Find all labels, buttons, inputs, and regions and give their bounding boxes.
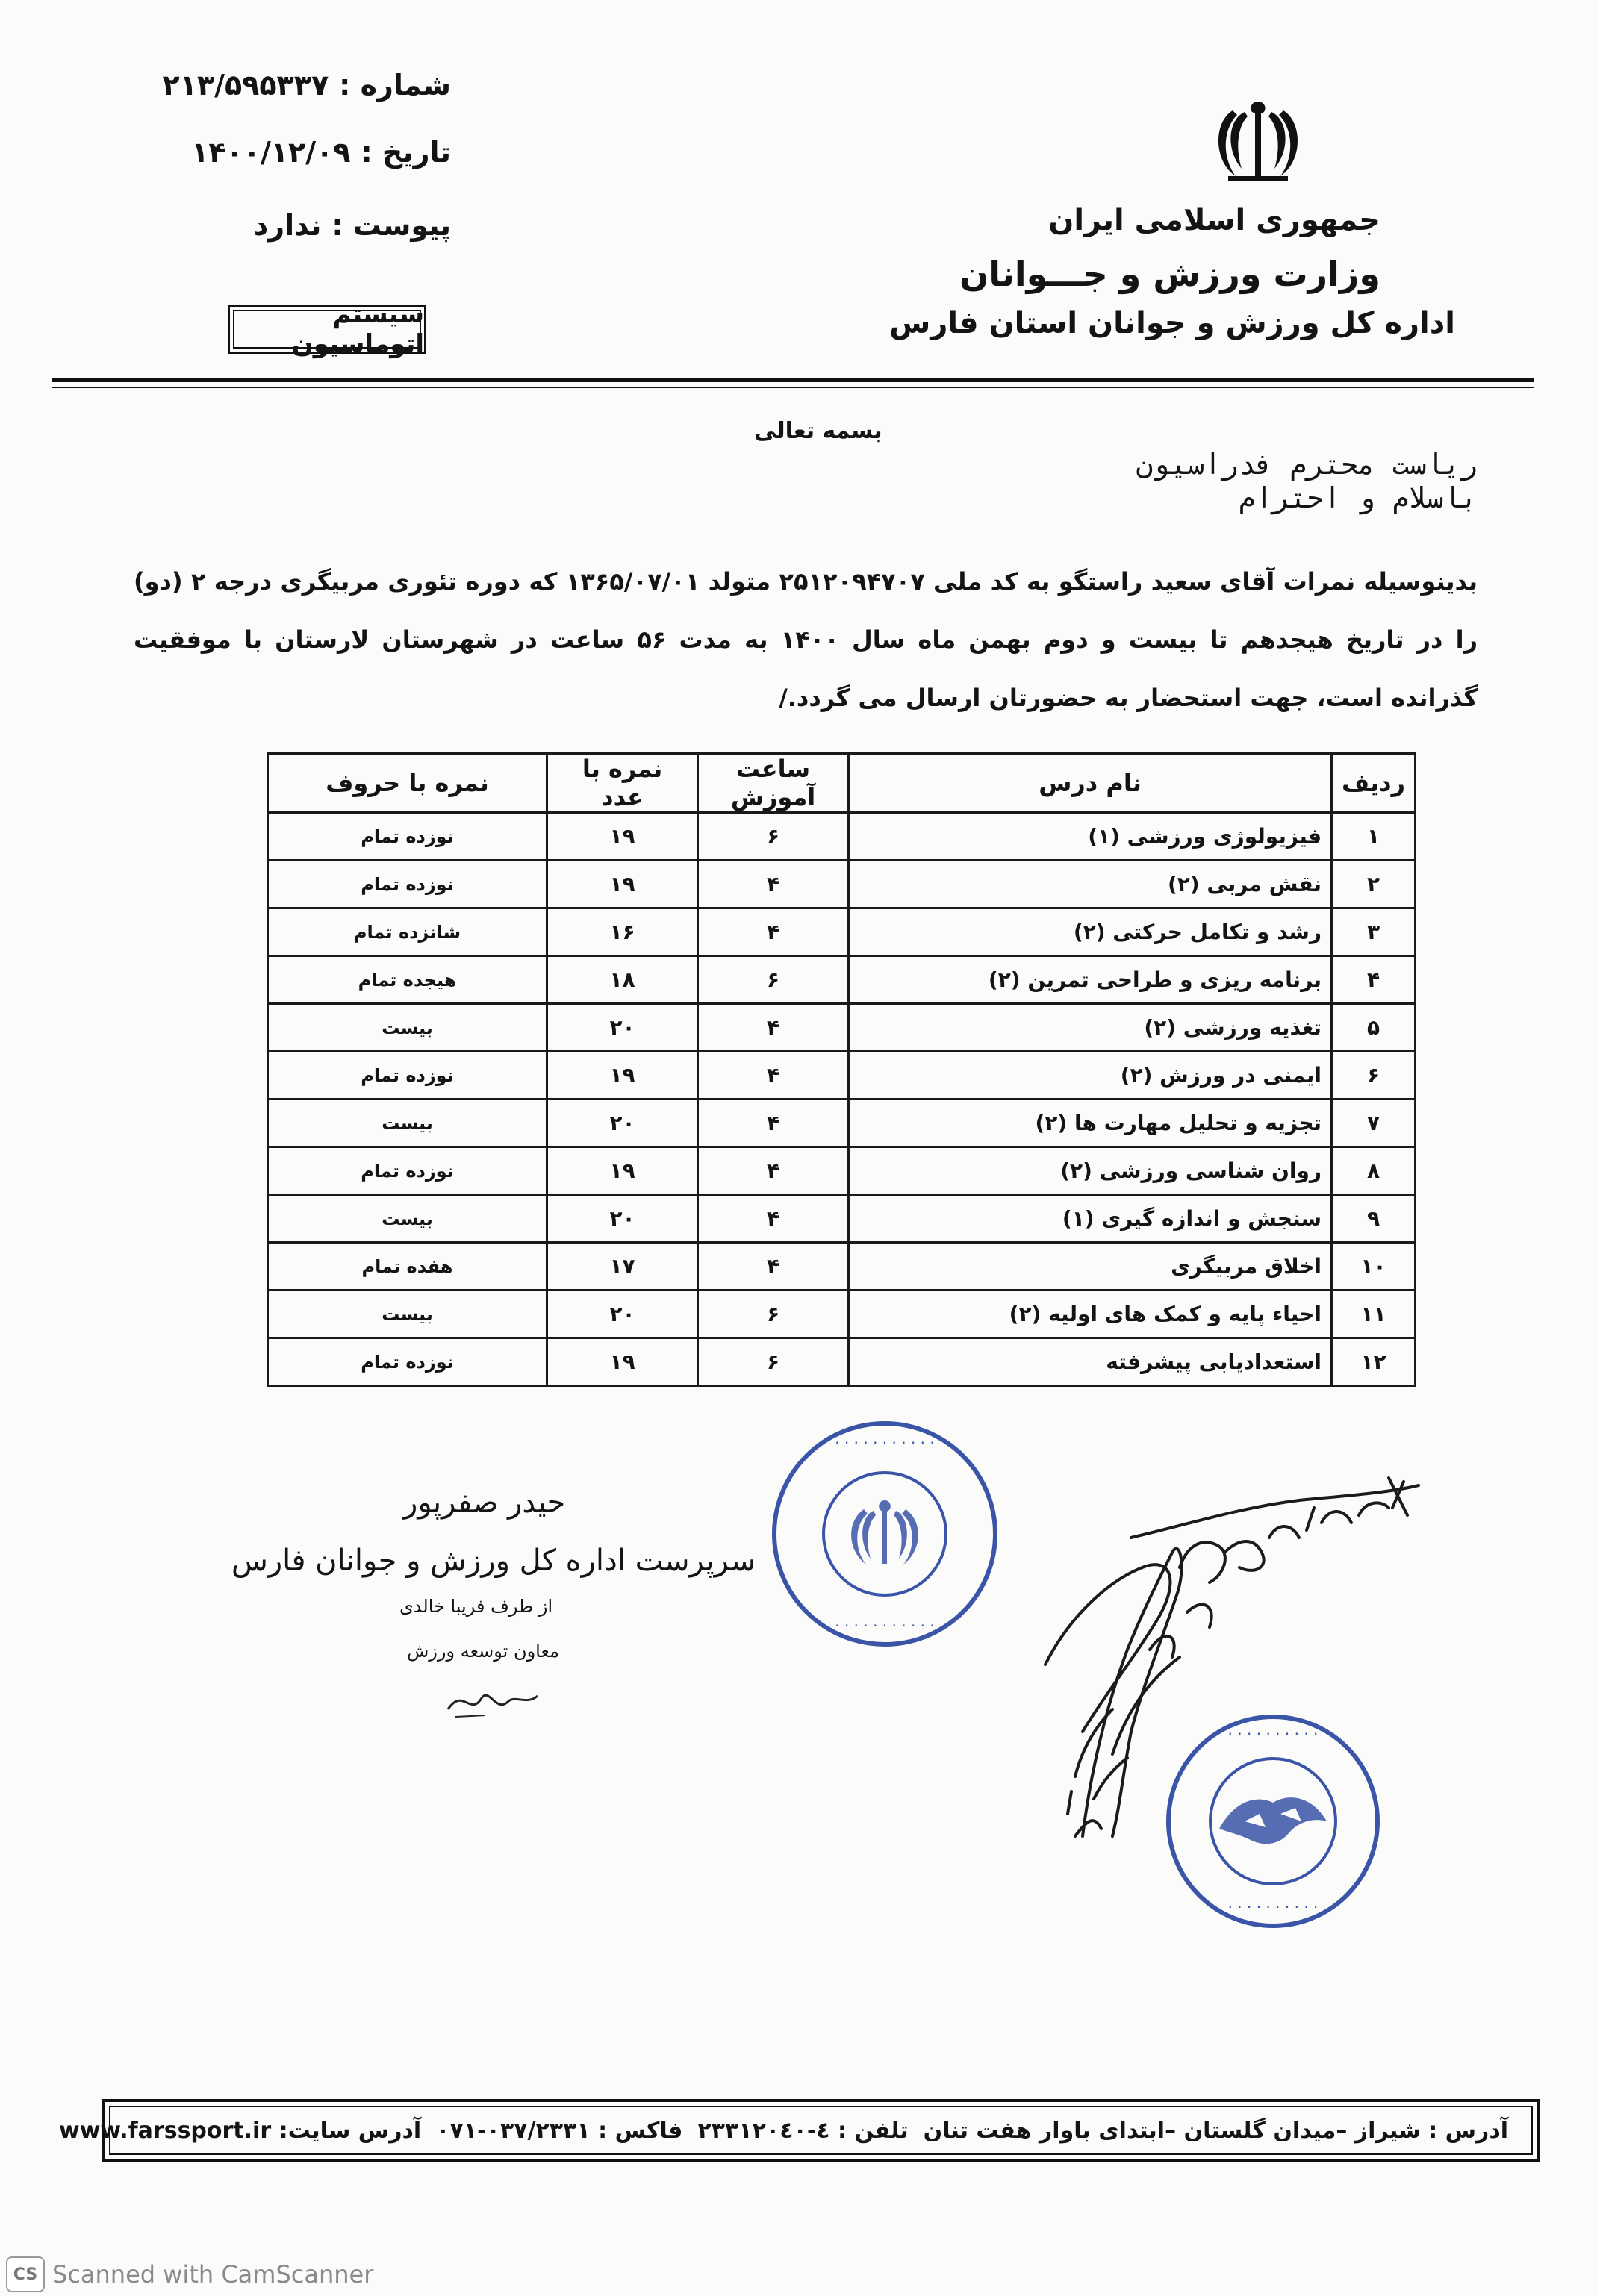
- footer-phone: تلفن : ٤-۲۳۳۱۲۰٤۰: [697, 2117, 909, 2144]
- grade-words: هیجده تمام: [268, 956, 547, 1004]
- letter-date: [191, 136, 451, 169]
- svg-text:· · · · · · · · · · ·: · · · · · · · · · · ·: [835, 1434, 935, 1452]
- number-value: ۲۱۳/۵۹۵۳۳۷: [162, 69, 329, 102]
- iran-emblem-icon: [1206, 97, 1310, 187]
- footer-address: آدرس : شیراز –میدان گلستان –ابتدای باوار هفت تنان: [923, 2117, 1508, 2144]
- footer-fax: فاکس : ۰۳۷/۲۳۳۱-۰۷۱: [436, 2117, 683, 2144]
- course-name: برنامه ریزی و طراحی تمرین (۲): [849, 956, 1332, 1004]
- gov-line-office: اداره کل ورزش و جوانان استان فارس: [889, 306, 1455, 340]
- course-name: اخلاق مربیگری: [849, 1243, 1332, 1291]
- course-name: فیزیولوژی ورزشی (۱): [849, 813, 1332, 861]
- course-hours: ۶: [698, 813, 849, 861]
- grade-words: نوزده تمام: [268, 861, 547, 908]
- grade-number: ۱۷: [547, 1243, 698, 1291]
- course-name: تغذیه ورزشی (۲): [849, 1004, 1332, 1052]
- course-name: سنجش و اندازه گیری (۱): [849, 1195, 1332, 1243]
- table-row: [268, 1338, 1416, 1386]
- course-name: استعدادیابی پیشرفته: [849, 1338, 1332, 1386]
- row-index: ۹: [1332, 1195, 1416, 1243]
- header-divider-thin: [52, 387, 1534, 388]
- table-row: [268, 813, 1416, 861]
- bismillah: بسمه تعالی: [754, 418, 882, 444]
- grade-words: بیست: [268, 1291, 547, 1338]
- grade-number: ۲۰: [547, 1099, 698, 1147]
- course-name: تجزیه و تحلیل مهارت ها (۲): [849, 1099, 1332, 1147]
- grade-words: نوزده تمام: [268, 1052, 547, 1099]
- table-row: [268, 861, 1416, 908]
- svg-text:· · · · · · · · · ·: · · · · · · · · · ·: [1227, 1725, 1319, 1743]
- svg-text:· · · · · · · · · · ·: · · · · · · · · · · ·: [835, 1617, 935, 1635]
- course-name: نقش مربی (۲): [849, 861, 1332, 908]
- greeting: باسلام و احترام: [1238, 481, 1478, 514]
- table-header-row: [268, 754, 1416, 813]
- table-row: [268, 1291, 1416, 1338]
- table-row: [268, 1052, 1416, 1099]
- course-hours: ۴: [698, 1052, 849, 1099]
- camscanner-logo-icon: CS: [6, 2256, 45, 2292]
- signer-title: سرپرست اداره کل ورزش و جوانان فارس: [231, 1544, 756, 1578]
- row-index: ۱: [1332, 813, 1416, 861]
- row-index: ۴: [1332, 956, 1416, 1004]
- grade-words: نوزده تمام: [268, 813, 547, 861]
- signer-name: حیدر صفرپور: [403, 1485, 566, 1520]
- grade-number: ۲۰: [547, 1004, 698, 1052]
- grade-number: ۲۰: [547, 1195, 698, 1243]
- table-row: [268, 1004, 1416, 1052]
- course-hours: ۴: [698, 1243, 849, 1291]
- grade-number: ۲۰: [547, 1291, 698, 1338]
- course-hours: ۴: [698, 1099, 849, 1147]
- header-hours: ساعت آموزش: [698, 754, 849, 813]
- table-row: [268, 908, 1416, 956]
- addressee: ریاست محترم فدراسیون: [1136, 448, 1478, 481]
- grade-words: نوزده تمام: [268, 1147, 547, 1195]
- letter-attachment: [254, 209, 451, 242]
- provincial-board-seal-icon: [1161, 1709, 1385, 1933]
- attachment-label: پیوست :: [331, 209, 451, 242]
- letter-number: [163, 69, 451, 102]
- course-name: احیاء پایه و کمک های اولیه (۲): [849, 1291, 1332, 1338]
- number-label: شماره :: [339, 69, 451, 102]
- course-hours: ۶: [698, 1338, 849, 1386]
- course-hours: ۴: [698, 861, 849, 908]
- grade-words: بیست: [268, 1099, 547, 1147]
- date-value: ۱۴۰۰/۱۲/۰۹: [191, 136, 351, 169]
- course-name: رشد و تکامل حرکتی (۲): [849, 908, 1332, 956]
- grade-number: ۱۹: [547, 1147, 698, 1195]
- deputy-note: معاون توسعه ورزش: [407, 1641, 559, 1662]
- grade-number: ۱۶: [547, 908, 698, 956]
- header-divider: [52, 378, 1534, 382]
- footer-site[interactable]: آدرس سایت: www.farssport.ir: [59, 2117, 422, 2144]
- header-index: ردیف: [1332, 754, 1416, 813]
- row-index: ۱۱: [1332, 1291, 1416, 1338]
- row-index: ۵: [1332, 1004, 1416, 1052]
- grade-words: نوزده تمام: [268, 1338, 547, 1386]
- header-course-name: نام درس: [849, 754, 1332, 813]
- grade-words: هفده تمام: [268, 1243, 547, 1291]
- grade-number: ۱۹: [547, 813, 698, 861]
- attachment-value: ندارد: [253, 209, 322, 242]
- grade-number: ۱۹: [547, 861, 698, 908]
- gov-line-republic: جمهوری اسلامی ایران: [1048, 203, 1380, 237]
- on-behalf-note: از طرف فریبا خالدی: [399, 1596, 553, 1617]
- course-name: ایمنی در ورزش (۲): [849, 1052, 1332, 1099]
- course-hours: ۴: [698, 908, 849, 956]
- row-index: ۸: [1332, 1147, 1416, 1195]
- grade-number: ۱۸: [547, 956, 698, 1004]
- course-hours: ۴: [698, 1004, 849, 1052]
- camscanner-watermark: [0, 2253, 373, 2296]
- course-name: روان شناسی ورزشی (۲): [849, 1147, 1332, 1195]
- automation-system-box: سیستم اتوماسیون: [228, 305, 426, 354]
- ministry-seal-icon: [769, 1418, 1000, 1650]
- course-hours: ۴: [698, 1195, 849, 1243]
- row-index: ۱۲: [1332, 1338, 1416, 1386]
- row-index: ۱۰: [1332, 1243, 1416, 1291]
- table-row: [268, 1195, 1416, 1243]
- row-index: ۶: [1332, 1052, 1416, 1099]
- svg-text:· · · · · · · · · ·: · · · · · · · · · ·: [1227, 1898, 1319, 1916]
- camscanner-text: Scanned with CamScanner: [52, 2260, 374, 2289]
- row-index: ۲: [1332, 861, 1416, 908]
- header-grade-words: نمره با حروف: [268, 754, 547, 813]
- grade-words: بیست: [268, 1004, 547, 1052]
- letter-body: بدینوسیله نمرات آقای سعید راستگو به کد ملی ۲۵۱۲۰۹۴۷۰۷ متولد ۱۳۶۵/۰۷/۰۱ که دوره تئوری مربیگری درجه ۲ (دو) را در تاریخ هیجدهم تا بیست و دوم بهمن ماه سال ۱۴۰۰ به مدت ۵۶ ساعت در شهرستان لارستان با موفقیت گذرانده است، جهت استحضار به حضورتان ارسال می گردد./: [134, 567, 1478, 712]
- header-grade-number: نمره با عدد: [547, 754, 698, 813]
- grade-words: بیست: [268, 1195, 547, 1243]
- footer-contact-box: [59, 2099, 1540, 2162]
- grade-number: ۱۹: [547, 1052, 698, 1099]
- table-row: [268, 1099, 1416, 1147]
- table-row: [268, 1147, 1416, 1195]
- grade-words: شانزده تمام: [268, 908, 547, 956]
- grade-number: ۱۹: [547, 1338, 698, 1386]
- initials-scribble-icon: [441, 1679, 545, 1724]
- table-row: [268, 956, 1416, 1004]
- row-index: ۳: [1332, 908, 1416, 956]
- table-row: [268, 1243, 1416, 1291]
- course-hours: ۴: [698, 1147, 849, 1195]
- gov-line-ministry: وزارت ورزش و جـــوانان: [959, 254, 1380, 294]
- course-hours: ۶: [698, 1291, 849, 1338]
- grades-table: [267, 752, 1416, 1387]
- row-index: ۷: [1332, 1099, 1416, 1147]
- date-label: تاریخ :: [361, 136, 451, 169]
- course-hours: ۶: [698, 956, 849, 1004]
